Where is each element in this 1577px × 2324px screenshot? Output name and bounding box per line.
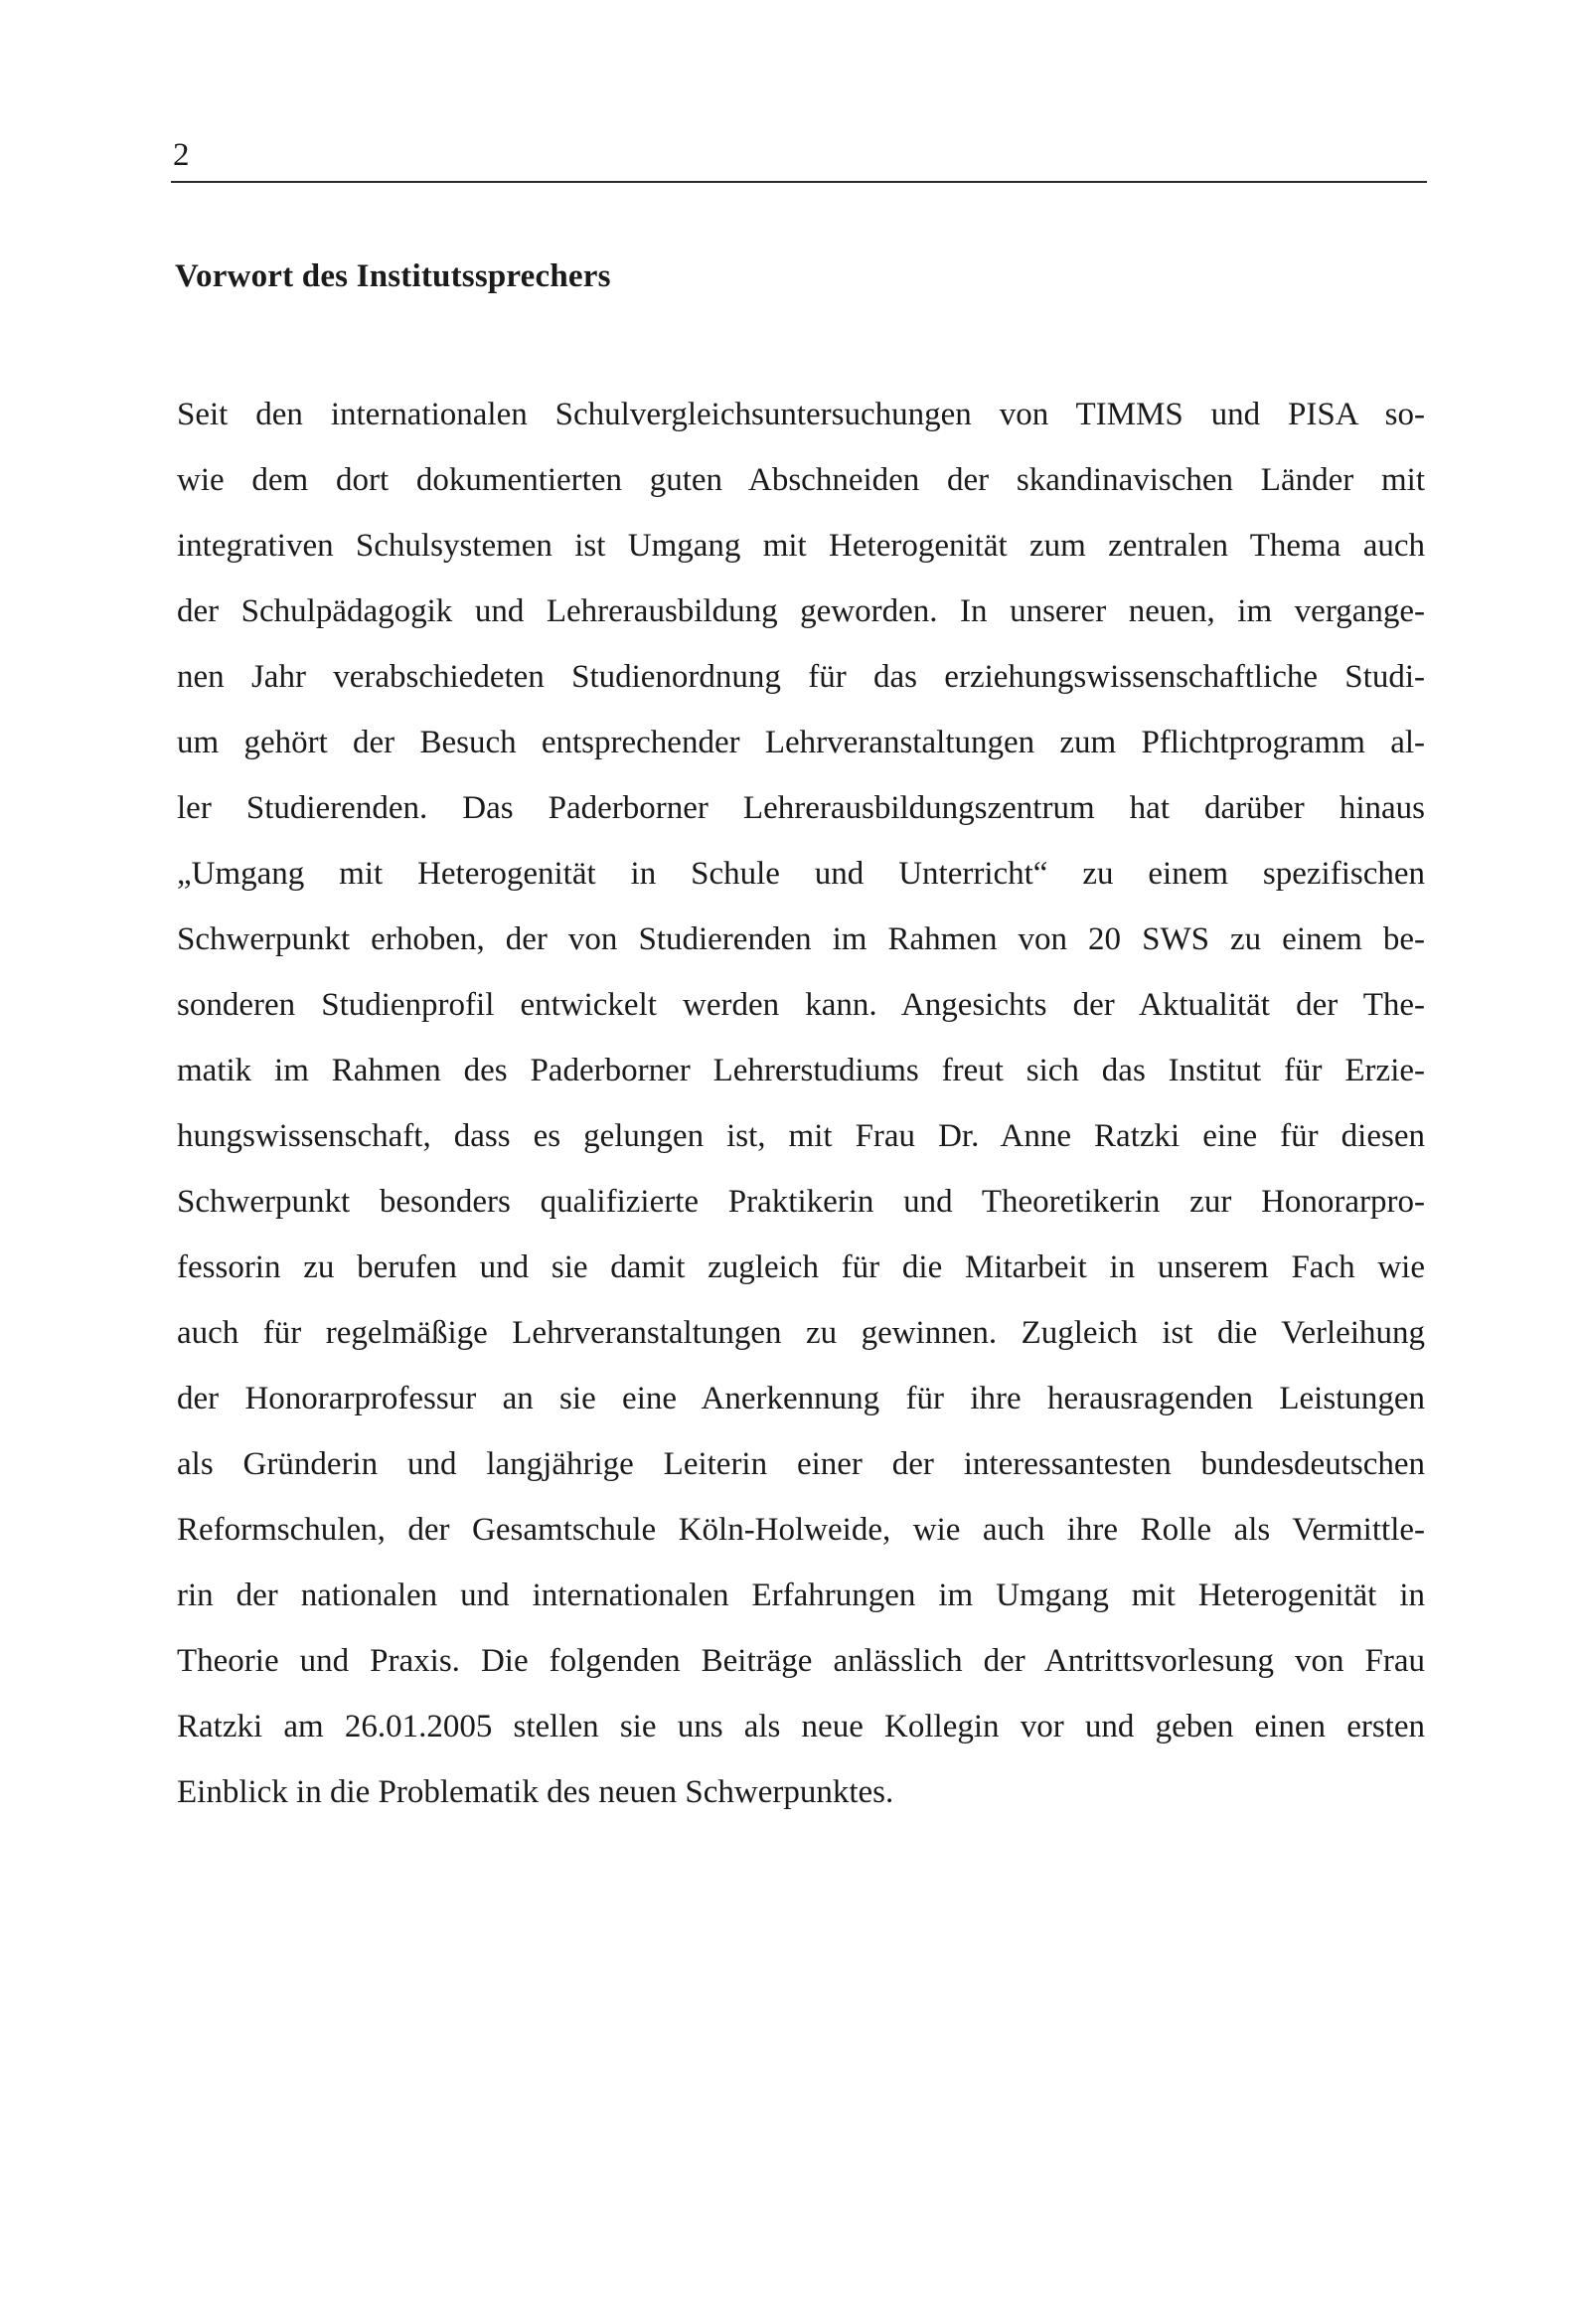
text-line: integrativen Schulsystemen ist Umgang mit Heterogenität zum zentralen Thema auch (177, 528, 1425, 564)
text-line: wie dem dort dokumentierten guten Abschneiden der skandinavischen Länder mit (177, 462, 1425, 498)
text-line: um gehört der Besuch entsprechender Lehrveranstaltungen zum Pflichtprogramm al- (177, 725, 1425, 760)
body-paragraph (177, 382, 1425, 1825)
text-line: ler Studierenden. Das Paderborner Lehrerausbildungszentrum hat darüber hinaus (177, 790, 1425, 826)
text-line: Einblick in die Problematik des neuen Schwerpunktes. (177, 1774, 894, 1810)
text-line: Schwerpunkt erhoben, der von Studierenden im Rahmen von 20 SWS zu einem be- (177, 921, 1425, 957)
text-line: Theorie und Praxis. Die folgenden Beiträge anlässlich der Antrittsvorlesung von Frau (177, 1643, 1425, 1679)
page-number: 2 (173, 137, 190, 173)
text-line: Seit den internationalen Schulvergleichsuntersuchungen von TIMMS und PISA so- (177, 397, 1425, 432)
text-line: der Honorarprofessur an sie eine Anerkennung für ihre herausragenden Leistungen (177, 1381, 1425, 1416)
text-line: Reformschulen, der Gesamtschule Köln-Holweide, wie auch ihre Rolle als Vermittle- (177, 1512, 1425, 1548)
text-line: sonderen Studienprofil entwickelt werden kann. Angesichts der Aktualität der The- (177, 987, 1425, 1023)
text-line: als Gründerin und langjährige Leiterin einer der interessantesten bundesdeutschen (177, 1446, 1425, 1482)
text-line: Ratzki am 26.01.2005 stellen sie uns als neue Kollegin vor und geben einen ersten (177, 1709, 1425, 1744)
section-title: Vorwort des Institutssprechers (175, 258, 611, 294)
page-header (171, 129, 1427, 183)
text-line: hungswissenschaft, dass es gelungen ist, mit Frau Dr. Anne Ratzki eine für diesen (177, 1118, 1425, 1154)
text-line: matik im Rahmen des Paderborner Lehrerstudiums freut sich das Institut für Erzie- (177, 1053, 1425, 1088)
text-line: „Umgang mit Heterogenität in Schule und Unterricht“ zu einem spezifischen (177, 856, 1425, 892)
text-line: nen Jahr verabschiedeten Studienordnung für das erziehungswissenschaftliche Studi- (177, 659, 1425, 695)
text-line: auch für regelmäßige Lehrveranstaltungen zu gewinnen. Zugleich ist die Verleihung (177, 1315, 1425, 1351)
text-line: fessorin zu berufen und sie damit zugleich für die Mitarbeit in unserem Fach wie (177, 1249, 1425, 1285)
text-line: der Schulpädagogik und Lehrerausbildung geworden. In unserer neuen, im vergange- (177, 593, 1425, 629)
text-line: Schwerpunkt besonders qualifizierte Praktikerin und Theoretikerin zur Honorarpro- (177, 1184, 1425, 1220)
text-line: rin der nationalen und internationalen Erfahrungen im Umgang mit Heterogenität in (177, 1577, 1425, 1613)
